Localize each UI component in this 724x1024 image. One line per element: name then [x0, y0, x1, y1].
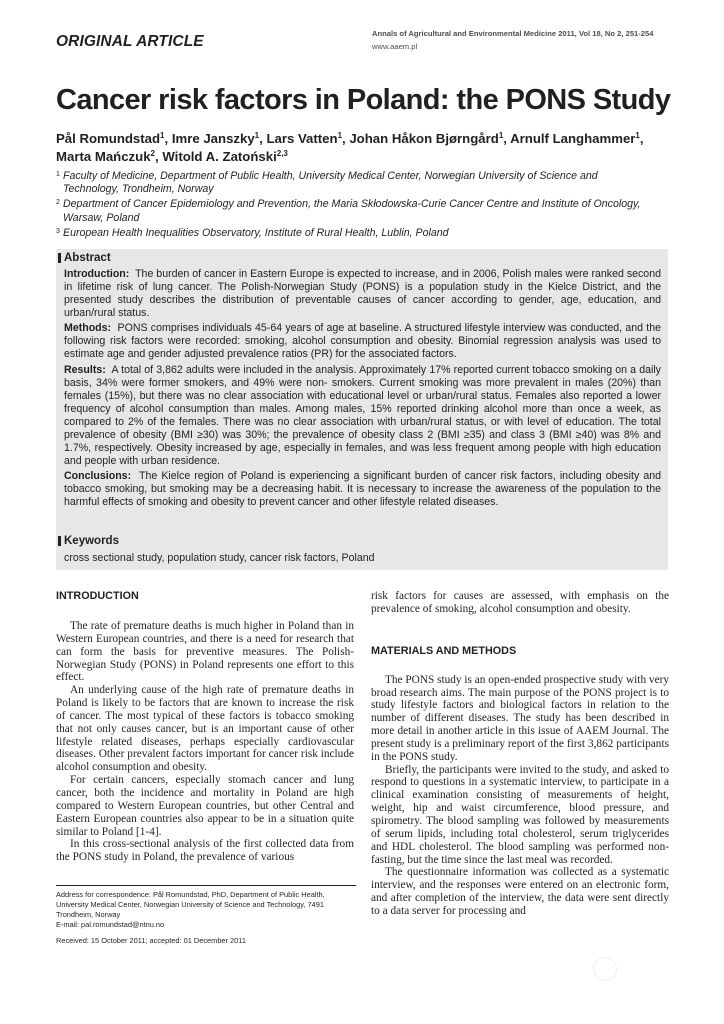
- affiliation-item: [56, 227, 656, 240]
- author-affiliation-mark: 1: [160, 131, 165, 140]
- introduction-body: [56, 620, 354, 864]
- author-name: Marta Mańczuk: [56, 149, 151, 164]
- author-name: Pål Romundstad: [56, 131, 161, 146]
- author-affiliation-mark: 2: [150, 149, 155, 158]
- paragraph: risk factors for causes are assessed, with emphasis on the prevalence of smoking, alcohol consumption and obesity.: [371, 590, 669, 615]
- author-affiliation-mark: 1: [254, 131, 260, 140]
- abstract-section-text: The Kielce region of Poland is experiencing a significant burden of cancer risk factors, including obesity and tobacco smoking, but smoking may be a decreasing habit. It is necessary to increase the awareness of the population to the harmful effects of smoking and obesity to prevent cancer and other lifestyle related diseases.: [64, 470, 661, 509]
- abstract-methods: [64, 322, 661, 361]
- keywords-heading-text: Keywords: [64, 535, 119, 547]
- paragraph: The rate of premature deaths is much higher in Poland than in Western European countries, and there is a need for research that can form the basis for preventive measures. The Polish-Norwegian Study (PONS) in Poland represents one effort to this effect.: [56, 620, 354, 684]
- abstract-label: Methods:: [64, 322, 112, 335]
- affiliation-list: [56, 170, 656, 242]
- materials-methods-heading: MATERIALS AND METHODS: [371, 644, 517, 657]
- article-type-label: ORIGINAL ARTICLE: [56, 33, 204, 50]
- affiliation-text: European Health Inequalities Observatory, Institute of Rural Health, Lublin, Poland: [63, 226, 449, 239]
- author-name: Johan Håkon Bjørngård: [349, 131, 499, 146]
- keywords-heading: [58, 535, 119, 547]
- paragraph: In this cross-sectional analysis of the first collected data from the PONS study in Poland, the prevalence of various: [56, 838, 354, 864]
- correspondence-footnote: [56, 885, 356, 946]
- author-list: Pål Romundstad$^1$, Imre Janszky$^1$, Lars Vatten$^1$, Johan Håkon Bjørngård$^1$, Arnulf Langhammer$^1$, Marta Mańczuk$^2$, Witold A. Zatoński$^{2,3}$: [56, 131, 644, 164]
- heading-marker-icon: [58, 253, 61, 263]
- abstract-introduction: [64, 268, 661, 320]
- paragraph: The questionnaire information was collected as a systematic interview, and the responses were entered on an electronic form, and after completion of the interview, the data were sent directly to a data server for processing and: [371, 866, 669, 917]
- author-name: Imre Janszky: [171, 131, 255, 146]
- affiliation-number: 3: [56, 227, 60, 235]
- watermark-icon: [593, 957, 617, 981]
- left-column: [56, 590, 354, 864]
- abstract-box: [56, 249, 668, 570]
- affiliation-text: Faculty of Medicine, Department of Public Health, University Medical Center, Norwegian University of Science and Technology, Trondheim, Norway: [63, 170, 598, 196]
- abstract-heading: [58, 252, 111, 264]
- paragraph: An underlying cause of the high rate of premature deaths in Poland is likely to be factors that are known to increase the risk of cancer. The most typical of these factors is tobacco smoking that not only causes cancer, but is an important cause of other lifestyle related diseases, perhaps especially cardiovascular diseases. Other prevalent factors important for cancer risk include alcohol consumption and obesity.: [56, 684, 354, 774]
- affiliation-item: [56, 198, 656, 225]
- abstract-heading-text: Abstract: [64, 252, 111, 264]
- article-title: Cancer risk factors in Poland: the PONS Study: [56, 84, 671, 116]
- received-dates: Received: 15 October 2011; accepted: 01 December 2011: [56, 936, 246, 945]
- affiliation-number: 1: [56, 171, 60, 178]
- author-name: Lars Vatten: [266, 131, 338, 146]
- paragraph: For certain cancers, especially stomach cancer and lung cancer, both the incidence and mortality in Poland are high compared to Western European countries, but other Central and Eastern European countries also appear to be in a situation quite similar to Poland [1-4].: [56, 774, 354, 838]
- keywords-text: cross sectional study, population study, cancer risk factors, Poland: [64, 552, 375, 564]
- introduction-heading: INTRODUCTION: [56, 590, 139, 602]
- abstract-section-text: The burden of cancer in Eastern Europe is expected to increase, and in 2006, Polish males were ranked second in lifetime risk of lung cancer. The Polish-Norwegian Study (PONS) is a population study in the Kielce District, and the presented study describes the distribution of preventable causes of cancer according to gender, age, education, and urban/rural status.: [64, 268, 661, 319]
- paragraph: Briefly, the participants were invited to the study, and asked to respond to questions in a systematic interview, to participate in a clinical examination consisting of measurements of height, weight, hip and waist circumference, blood pressure, and spirometry. The blood sampling was followed by measurements of serum lipids, including total cholesterol, serum triglycerides and HDL cholesterol. The blood sampling was performed non-fasting, but the time since the last meal was recorded.: [371, 763, 669, 866]
- abstract-section-text: PONS comprises individuals 45-64 years of age at baseline. A structured lifestyle interview was conducted, and the following risk factors were recorded: smoking, alcohol consumption and obesity. Binomial regression analysis was used to estimate age and gender adjusted prevalence ratios (PR) for the associated factors.: [64, 322, 661, 361]
- author-affiliation-mark: 1: [498, 131, 504, 140]
- author-name: Arnulf Langhammer: [510, 131, 636, 146]
- journal-url-link[interactable]: www.aaem.pl: [372, 42, 418, 51]
- abstract-label: Introduction:: [64, 268, 130, 280]
- abstract-conclusions: [64, 470, 661, 509]
- introduction-continuation: [371, 590, 669, 616]
- heading-marker-icon: [58, 536, 61, 546]
- correspondence-email[interactable]: E-mail: pal.romundstad@ntnu.no: [56, 920, 165, 929]
- abstract-label: Results:: [64, 363, 106, 376]
- paragraph: The PONS study is an open-ended prospective study with very broad research aims. The main purpose of the PONS project is to study lifestyle factors and biological factors in relation to the number of different diseases. The study has been described in more detail in another article in this issue of AAEM Journal. The present study is a preliminary report of the first 3,862 participants in the PONS study.: [371, 673, 669, 763]
- abstract-section-text: A total of 3,862 adults were included in the analysis. Approximately 17% reported current tobacco smoking on a daily basis, 34% were former smokers, and 49% were non- smokers. Current smoking was more prevalent in males (20%) than females (15%), but there was no clear association with educational level or urban/rural status. Females also reported a lower frequency of alcohol consumption than males. Among males, 15% reported drinking alcohol more than once a week, as compared to 2% of the females. There was no clear association with urban/rural status, or with level of education. The total prevalence of obesity (BMI ≥30) was 30%; the prevalence of obesity class 2 (BMI ≥35) and class 3 (BMI ≥40) was 8% and 1.7%, respectively. Obesity increased by age, especially in females, and was less frequent among people with high education and people with urban residence.: [64, 363, 661, 467]
- author-affiliation-mark: 1: [635, 131, 640, 140]
- affiliation-text: Department of Cancer Epidemiology and Prevention, the Maria Skłodowska-Curie Cancer Centre and Institute of Oncology, Warsaw, Poland: [63, 198, 641, 224]
- correspondence-address: Address for correspondence: Pål Romundstad, PhD, Department of Public Health, University Medical Center, Norwegian University of Science and Technology, 7491 Trondheim, Norway: [56, 890, 325, 919]
- affiliation-item: [56, 170, 656, 197]
- materials-methods-body: [371, 674, 669, 918]
- author-affiliation-mark: 2,3: [276, 149, 288, 158]
- abstract-body: [64, 268, 661, 512]
- abstract-results: [64, 364, 661, 468]
- abstract-label: Conclusions:: [64, 470, 132, 483]
- author-name: Witold A. Zatoński: [162, 149, 277, 164]
- journal-citation: Annals of Agricultural and Environmental Medicine 2011, Vol 18, No 2, 251-254: [372, 29, 654, 38]
- author-affiliation-mark: 1: [337, 131, 343, 140]
- affiliation-number: 2: [56, 199, 60, 207]
- right-column: [371, 590, 669, 918]
